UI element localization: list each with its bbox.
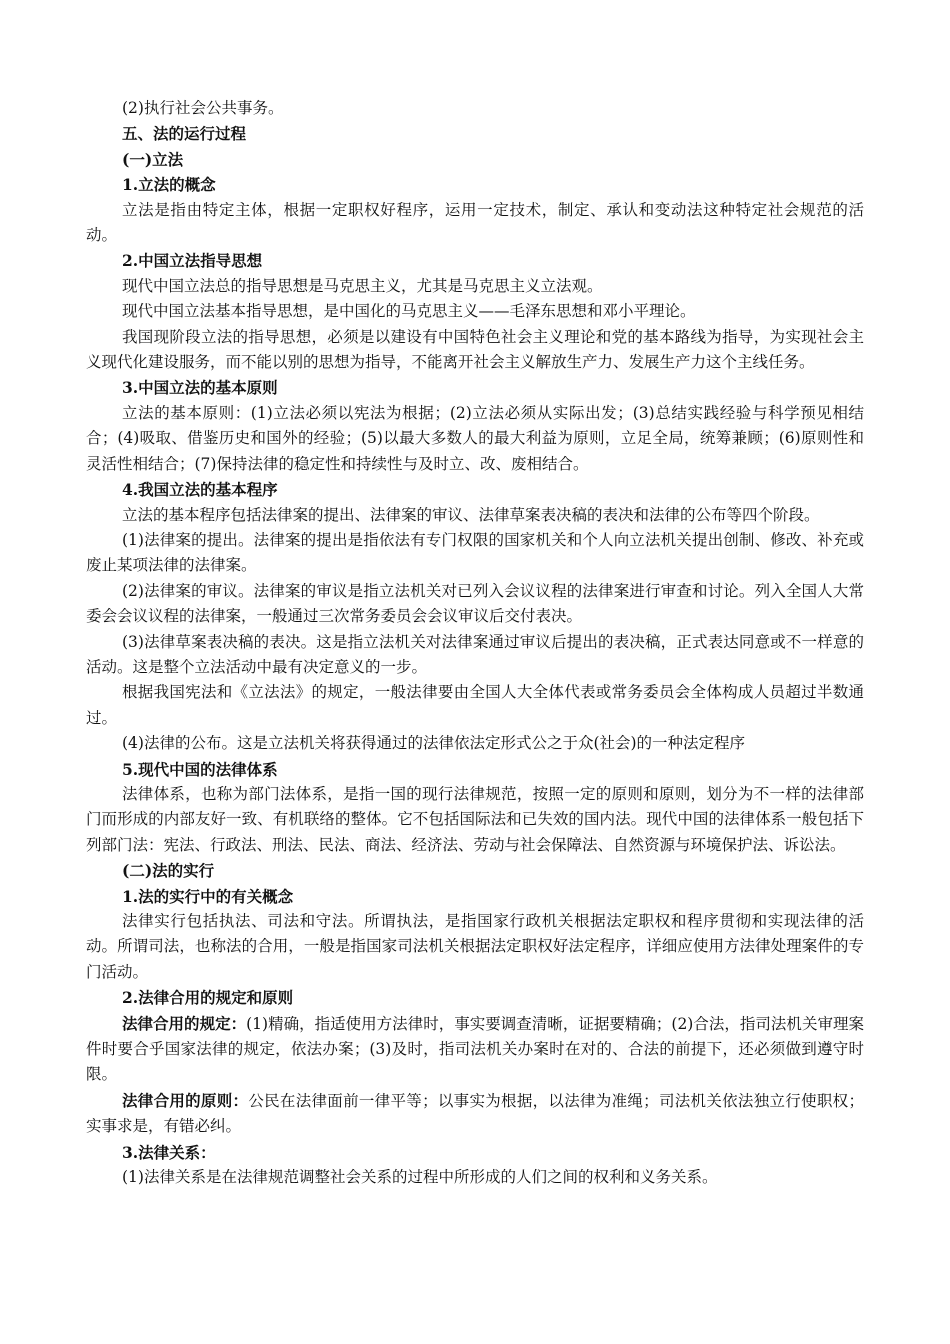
paragraph-body: (1)精确，指适使用方法律时，事实要调查清晰，证据要精确；(2)合法，指司法机关审理案件时要合乎国家法律的规定，依法办案；(3)及时，指司法机关办案时在对的、合法的前提下，还必须做到遵守时限。 (86, 1014, 864, 1084)
paragraph: (1)法律案的提出。法律案的提出是指依法有专门权限的国家机关和个人向立法机关提出创制、修改、补充或废止某项法律的法律案。 (86, 530, 864, 575)
paragraph: 根据我国宪法和《立法法》的规定，一般法律要由全国人大全体代表或常务委员会全体构成人员超过半数通过。 (86, 683, 864, 727)
item-heading: 4.我国立法的基本程序 (122, 480, 278, 500)
item-heading: 5.现代中国的法律体系 (122, 759, 278, 779)
paragraph: 立法的基本程序包括法律案的提出、法律案的审议、法律草案表决稿的表决和法律的公布等四个阶段。 (122, 505, 820, 524)
paragraph (86, 1088, 864, 1140)
paragraph (86, 1011, 864, 1088)
item-heading: 3.法律关系： (122, 1142, 216, 1162)
item-heading: 3.中国立法的基本原则 (122, 378, 278, 398)
paragraph: (2)法律案的审议。法律案的审议是指立法机关对已列入会议议程的法律案进行审查和讨论。列入全国人大常委会会议议程的法律案，一般通过三次常务委员会会议审议后交付表决。 (86, 581, 864, 626)
item-heading: 2.中国立法指导思想 (122, 251, 263, 271)
subsection-heading: (二)法的实行 (122, 861, 215, 881)
paragraph: (4)法律的公布。这是立法机关将获得通过的法律依法定形式公之于众(社会)的一种法定程序 (122, 734, 746, 753)
paragraph-label: 法律合用的原则： (122, 1090, 249, 1110)
paragraph: (3)法律草案表决稿的表决。这是指立法机关对法律案通过审议后提出的表决稿，正式表达同意或不一样意的活动。这是整个立法活动中最有决定意义的一步。 (86, 632, 864, 676)
item-heading: 1.立法的概念 (122, 175, 216, 195)
paragraph: 法律体系，也称为部门法体系，是指一国的现行法律规范，按照一定的原则和原则，划分为不一样的法律部门而形成的内部友好一致、有机联络的整体。它不包括国际法和已失效的国内法。现代中国的法律体系一般包括下列部门法：宪法、行政法、刑法、民法、商法、经济法、劳动与社会保障法、自然资源与环境保护法、诉讼法。 (86, 784, 864, 854)
item-heading: 2.法律合用的规定和原则 (122, 988, 294, 1008)
paragraph: 立法是指由特定主体，根据一定职权好程序，运用一定技术，制定、承认和变动法这种特定社会规范的活动。 (86, 200, 864, 245)
paragraph: 现代中国立法总的指导思想是马克思主义，尤其是马克思主义立法观。 (122, 276, 603, 295)
paragraph: (1)法律关系是在法律规范调整社会关系的过程中所形成的人们之间的权利和义务关系。 (122, 1168, 718, 1187)
text-line: (2)执行社会公共事务。 (122, 99, 284, 117)
paragraph: 立法的基本原则：(1)立法必须以宪法为根据；(2)立法必须从实际出发；(3)总结实践经验与科学预见相结合；(4)吸取、借鉴历史和国外的经验；(5)以最大多数人的最大利益为原则，立足全局，统筹兼顾；(6)原则性和灵活性相结合；(7)保持法律的稳定性和持续性与及时立、改、废相结合。 (86, 403, 864, 473)
item-heading: 1.法的实行中的有关概念 (122, 886, 294, 906)
paragraph: 现代中国立法基本指导思想，是中国化的马克思主义——毛泽东思想和邓小平理论。 (122, 302, 696, 321)
subsection-heading: (一)立法 (122, 149, 184, 169)
paragraph: 我国现阶段立法的指导思想，必须是以建设有中国特色社会主义理论和党的基本路线为指导，为实现社会主义现代化建设服务，而不能以别的思想为指导，不能离开社会主义解放生产力、发展生产力这个主线任务。 (86, 327, 864, 372)
paragraph: 法律实行包括执法、司法和守法。所谓执法，是指国家行政机关根据法定职权和程序贯彻和实现法律的活动。所谓司法，也称法的合用，一般是指国家司法机关根据法定职权好法定程序，详细应使用方法律处理案件的专门活动。 (86, 912, 864, 981)
section-heading: 五、法的运行过程 (122, 124, 247, 144)
paragraph-body: 公民在法律面前一律平等；以事实为根据，以法律为准绳；司法机关依法独立行使职权；实事求是，有错必纠。 (86, 1091, 864, 1136)
paragraph-label: 法律合用的规定： (122, 1013, 247, 1033)
